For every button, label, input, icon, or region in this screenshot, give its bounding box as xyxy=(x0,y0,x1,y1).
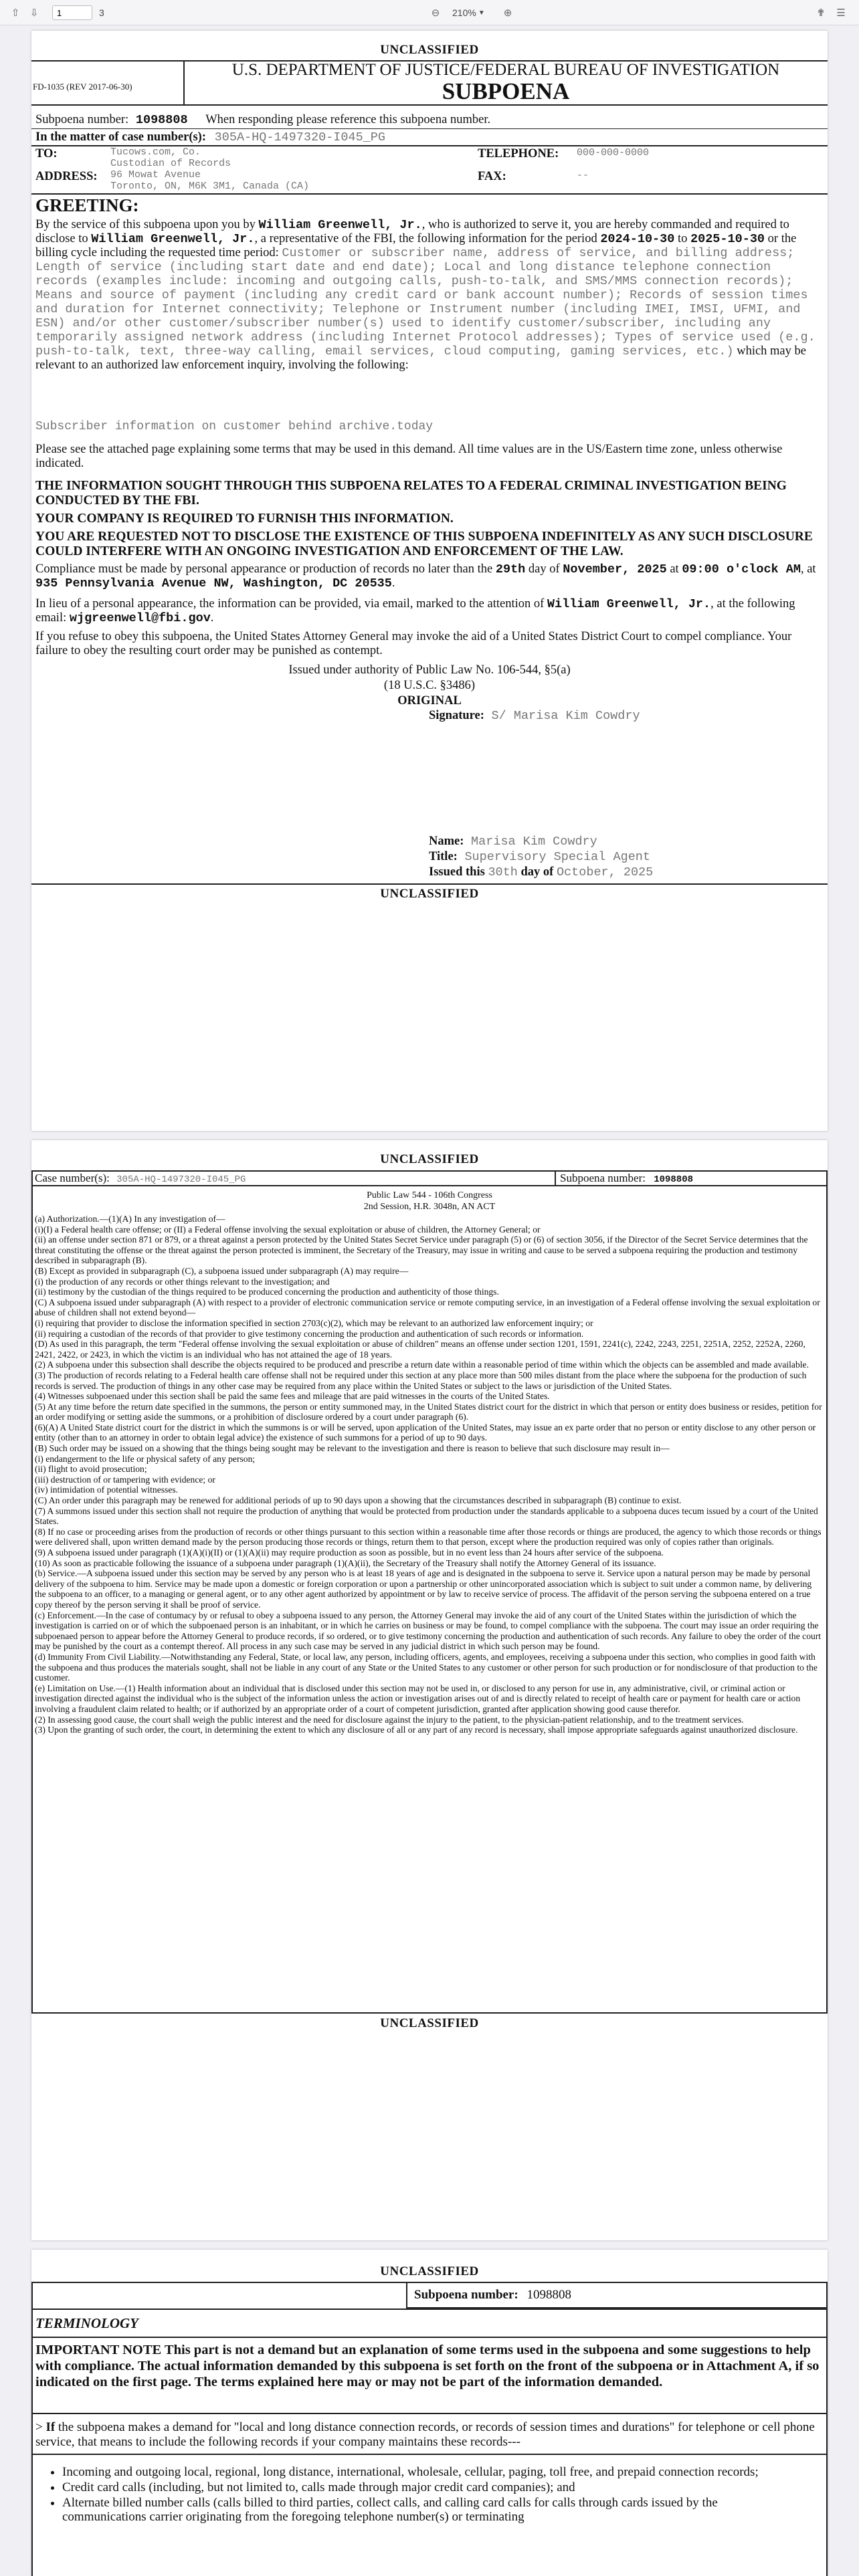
compliance-paragraph: Compliance must be made by personal appearance or production of records no later than the 29th day of November, 2025 at 09:00 o'clock AM, at 935 Pennsylvania Avenue NW, Washington, DC 20535. xyxy=(35,562,816,591)
name-row xyxy=(429,835,597,849)
criminal-investigation-notice: THE INFORMATION SOUGHT THROUGH THIS SUBPOENA RELATES TO A FEDERAL CRIMINAL INVESTIGATION BEING CONDUCTED BY THE FBI. xyxy=(35,479,787,508)
law-paragraph: (ii) testimony by the custodian of the things required to be produced concerning the production and authenticity of those things. xyxy=(35,1287,499,1297)
next-page-icon[interactable]: ⇩ xyxy=(29,7,39,19)
unclassified-header: UNCLASSIFIED xyxy=(380,43,479,57)
title-label: Title: xyxy=(429,850,458,863)
law-paragraph: (6)(A) A United State district court for the district in which the summons is or will be served, upon application of the United States, may issue an ex parte order that no person or entity disclose to any other person or entity (other than to an attorney in order to obtain legal advice) the existence of such summons for a period of up to 90 days. xyxy=(35,1422,816,1443)
inquiry-subject: Subscriber information on customer behind archive.today xyxy=(35,420,434,433)
more-options-icon[interactable]: ☰ xyxy=(836,7,846,19)
law-paragraph: (C) An order under this paragraph may be renewed for additional periods of up to 90 days upon a showing that the circumstances described in subparagraph (B) continue to exist. xyxy=(35,1495,682,1506)
greeting: GREETING: xyxy=(35,195,139,215)
law-paragraph: (10) As soon as practicable following the issuance of a subpoena under paragraph (1)(A)(ii), the Secretary of the Treasury shall notify the Attorney General of its issuance. xyxy=(35,1558,656,1568)
law-paragraph: (3) Upon the granting of such order, the court, in determining the extent to which any disclosure of all or any part of any record is necessary, shall impose appropriate safeguards against unauthorized disclosure. xyxy=(35,1725,798,1735)
case-label: Case number(s): xyxy=(35,1172,110,1184)
subpoena-number-note: When responding please reference this subpoena number. xyxy=(205,113,491,126)
requested-information: Customer or subscriber name, address of service, and billing address; Length of service (including start date and end date); Local and long distance telephone connection records (examples include: incoming and outgoing calls, push-to-talk, and SMS/MMS connection records); Means and source of payment (including any credit card or bank account number); Records of session times and duration for Internet connectivity; Telephone or Instrument number (including IMEI, IMSI, UFMI, and ESN) and/or other customer/subscriber number(s) used to identify customer/subscriber, including any temporarily assigned network address (including Internet Protocol addresses); Types of service used (e.g. push-to-talk, text, three-way calling, email services, cloud computing, gaming services, etc.) xyxy=(35,246,816,358)
email-text-b: , at the following email: xyxy=(35,597,795,625)
telephone-value: 000-000-0000 xyxy=(577,147,650,158)
department-title: U.S. DEPARTMENT OF JUSTICE/FEDERAL BUREAU OF INVESTIGATION xyxy=(231,61,780,79)
issued-month: October, 2025 xyxy=(556,865,654,879)
case-number: 305A-HQ-1497320-I045_PG xyxy=(116,1174,246,1185)
subpoena-row xyxy=(414,2288,571,2302)
compliance-text-b: day of xyxy=(528,562,560,576)
subpoena-number: 1098808 xyxy=(135,113,188,127)
law-paragraph: (e) Limitation on Use.—(1) Health information about an individual that is disclosed under this section may not be used in, or disclosed to any person for use in, any administrative, civil, or criminal action or investigation directed against the individual who is the subject of the information unless the action or investigation arises out of and is directly related to receipt of health care or payment for health care or action involving a fraudulent claim related to health; or if authorized by an appropriate order of a court of competent jurisdiction, granted after application showing good cause therefor. xyxy=(35,1683,801,1714)
unclassified-header: UNCLASSIFIED xyxy=(380,1152,479,1166)
subpoena-label: Subpoena number: xyxy=(414,2288,518,2302)
page-2 xyxy=(31,1140,828,2240)
name-value: Marisa Kim Cowdry xyxy=(471,835,597,849)
original-label: ORIGINAL xyxy=(397,694,462,708)
zoom-in-icon[interactable]: ⊕ xyxy=(503,7,512,19)
law-paragraph: (c) Enforcement.—In the case of contumacy by or refusal to obey a subpoena issued to any person, the Attorney General may invoke the aid of any court of the United States within the jurisdiction of which the investigation is carried on or of which the subpoenaed person is an inhabitant, or in which he carries on business or may be found, to compel compliance with the subpoena. The court may issue an order requiring the subpoenaed person to appear before the Attorney General to produce records, if so ordered, or to give testimony concerning the production and authentication of such records. Any failure to obey the order of the court may be punished by the court as a contempt thereof. All process in any such case may be served in any judicial district in which such person may be found. xyxy=(35,1610,822,1652)
page-1 xyxy=(31,31,828,1131)
unclassified-header: UNCLASSIFIED xyxy=(380,2264,479,2278)
subpoena-number: 1098808 xyxy=(654,1174,694,1185)
important-note: IMPORTANT NOTE This part is not a demand but an explanation of some terms used in the subpoena and some suggestions to help with compliance. The actual information demanded by this subpoena is set forth on the front of the subpoena or in Attachment A, if so indicated on the first page. The terms explained here may or may not be part of the information demanded. xyxy=(35,2343,820,2389)
authority-line-2: (18 U.S.C. §3486) xyxy=(383,679,476,692)
list-item: • Incoming and outgoing local, regional, long distance, international, wholesale, cellular, paging, toll free, and prepaid connection records; xyxy=(62,2465,791,2479)
compliance-location: 935 Pennsylvania Avenue NW, Washington, DC 20535 xyxy=(35,576,392,591)
zoom-level[interactable]: 210% xyxy=(452,7,476,18)
law-paragraph: (i) requiring that provider to disclose the information specified in section 2703(c)(2), which may be relevant to an authorized law enforcement inquiry; or xyxy=(35,1317,593,1328)
required-notice: YOUR COMPANY IS REQUIRED TO FURNISH THIS INFORMATION. xyxy=(35,512,454,526)
compliance-text-a: Compliance must be made by personal appearance or production of records no later than the xyxy=(35,562,493,576)
agent-name-3: William Greenwell, Jr. xyxy=(547,597,711,611)
title-row xyxy=(429,850,650,864)
subpoena-number-label: Subpoena number: xyxy=(35,113,129,126)
compliance-day: 29th xyxy=(495,562,526,576)
authority-line-1: Issued under authority of Public Law No. 106-544, §5(a) xyxy=(288,663,571,677)
law-paragraph: (i) the production of any records or other things relevant to the investigation; and xyxy=(35,1276,330,1287)
case-row xyxy=(35,130,385,144)
address-label: ADDRESS: xyxy=(35,170,98,183)
subpoena-label: Subpoena number: xyxy=(560,1172,646,1184)
if-text: the subpoena makes a demand for "local and long distance connection records, or records of session times and durations" for telephone or cell phone service, that means to include the following records if your company maintains these records--- xyxy=(35,2420,815,2449)
law-paragraph: (2) A subpoena under this subsection shall describe the objects required to be produced and prescribe a return date within a reasonable period of time within which the objects can be assembled and made available. xyxy=(35,1360,809,1370)
law-paragraph: (b) Service.—A subpoena issued under this section may be served by any person who is at least 18 years of age and is designated in the subpoena to serve it. Service upon a natural person may be made by personal delivery of the subpoena to him. Service may be made upon a domestic or foreign corporation or upon a partnership or other unincorporated association which is subject to suit under a common name, by delivering the subpoena to an officer, to a managing or general agent, or to any other agent authorized by appointment or by law to receive service of process. The affidavit of the person serving the subpoena entered on a true copy thereof by the person serving it shall be proof of service. xyxy=(35,1568,812,1610)
compliance-text-c: at xyxy=(670,562,679,576)
command-text-c: , a representative of the FBI, the following information for the period xyxy=(254,232,597,245)
email-paragraph: In lieu of a personal appearance, the information can be provided, via email, marked to the attention of William Greenwell, Jr., at the following email: wjgreenwell@fbi.gov. xyxy=(35,597,795,625)
form-number: FD-1035 (REV 2017-06-30) xyxy=(33,82,132,92)
zoom-out-icon[interactable]: ⊖ xyxy=(431,7,440,19)
page-total: 3 xyxy=(99,7,104,18)
chevron-down-icon: ▼ xyxy=(478,9,485,17)
subpoena-number-row xyxy=(35,113,490,127)
fax-value: -- xyxy=(577,170,589,181)
subpoena-number: 1098808 xyxy=(527,2288,571,2302)
if-bold: If xyxy=(45,2420,56,2434)
refusal-paragraph: If you refuse to obey this subpoena, the United States Attorney General may invoke the aid of a United States District Court to compel compliance. Your failure to obey the resulting court order may be punished as contempt. xyxy=(35,630,792,657)
address-line-2: Toronto, ON, M6K 3M1, Canada (CA) xyxy=(110,181,310,192)
law-paragraph: (i)(I) a Federal health care offense; or (II) a Federal offense involving the sexual exploitation or abuse of children, the Attorney General; or xyxy=(35,1224,541,1235)
command-text-d: or the billing cycle including the requested time period: xyxy=(35,232,797,259)
command-text-e: which may be relevant to an authorized law enforcement inquiry, involving the following: xyxy=(35,344,806,372)
agent-name: William Greenwell, Jr. xyxy=(258,218,422,232)
law-paragraph: (B) Except as provided in subparagraph (C), a subpoena issued under subparagraph (A) may require— xyxy=(35,1265,409,1276)
connection-records-paragraph xyxy=(35,2420,824,2450)
law-paragraph: (ii) an offense under section 871 or 879, or a threat against a person protected by the United States Secret Service under paragraph (5) or (6) of section 3056, if the Director of the Secret Service determines that the threat constituting the offense or the threat against the person protected is imminent, the Secretary of the Treasury, may issue in writing and cause to be served a subpoena requiring the production and testimony described in subparagraph (B). xyxy=(35,1235,808,1266)
compliance-text-d: , at xyxy=(800,562,816,576)
unclassified-footer: UNCLASSIFIED xyxy=(380,887,479,901)
law-paragraph: (i) endangerment to the life or physical safety of any person; xyxy=(35,1453,256,1464)
law-title-2: 2nd Session, H.R. 3048n, AN ACT xyxy=(363,1202,496,1212)
command-text-a: By the service of this subpoena upon you by xyxy=(35,218,256,231)
email-text-a: In lieu of a personal appearance, the information can be provided, via email, marked to the attention of xyxy=(35,597,545,611)
signature-row xyxy=(429,709,640,723)
law-title-1: Public Law 544 - 106th Congress xyxy=(367,1190,492,1200)
fax-label: FAX: xyxy=(478,170,506,183)
compliance-month: November, 2025 xyxy=(563,562,667,576)
command-text-b: , who is authorized to serve it, you are hereby commanded and required to disclose to xyxy=(35,218,789,245)
telephone-label: TELEPHONE: xyxy=(478,147,559,160)
recipient-name: Tucows.com, Co. xyxy=(110,146,201,158)
if-marker: > xyxy=(35,2420,43,2434)
issued-day: 30th xyxy=(488,865,518,879)
signature-label: Signature: xyxy=(429,709,484,722)
unclassified-footer: UNCLASSIFIED xyxy=(380,2016,479,2030)
case-row xyxy=(35,1172,246,1185)
recipient-title: Custodian of Records xyxy=(110,158,231,169)
law-paragraph: (D) As used in this paragraph, the term "Federal offense involving the sexual exploitation or abuse of children" means an offense under section 1201, 1591, 2241(c), 2242, 2243, 2251, 2251A, 2252, 2252A, 2260, 2421, 2422, or 2423, in which the victim is an individual who has not attained the age of 18 years. xyxy=(35,1339,805,1360)
agent-name-2: William Greenwell, Jr. xyxy=(91,232,255,246)
law-paragraph: (7) A summons issued under this section shall not require the production of anything that would be protected from production under the standards applicable to a subpoena duces tecum issued by a court of the United States. xyxy=(35,1505,818,1527)
previous-page-icon[interactable]: ⇧ xyxy=(11,7,20,19)
document-title: SUBPOENA xyxy=(442,78,570,104)
law-body xyxy=(35,1214,823,1735)
law-paragraph: (3) The production of records relating to a Federal health care offense shall not be required under this section at any place more than 500 miles distant from the place where the subpoena for the production of such records is served. The production of things in any other case may be required from any place within the United States or subject to the laws or jurisdiction of the United States. xyxy=(35,1370,807,1391)
issued-label: Issued this xyxy=(429,865,485,879)
agent-email[interactable]: wjgreenwell@fbi.gov xyxy=(69,611,211,625)
law-paragraph: (ii) requiring a custodian of the records of that provider to give testimony concerning the production and authentication of such records or information. xyxy=(35,1328,584,1339)
page-number-input[interactable] xyxy=(52,5,92,20)
law-paragraph: (d) Immunity From Civil Liability.—Notwithstanding any Federal, State, or local law, any person, including officers, agents, and employees, receiving a subpoena under this section, who complies in good faith with the subpoena and thus produces the materials sought, shall not be liable in any court of any State or the United States to any customer or other person for such production or for nondisclosure of that production to the customer. xyxy=(35,1651,818,1683)
command-paragraph xyxy=(35,218,825,372)
nondisclosure-notice: YOU ARE REQUESTED NOT TO DISCLOSE THE EXISTENCE OF THIS SUBPOENA INDEFINITELY AS ANY SUCH DISCLOSURE COULD INTERFERE WITH AN ONGOING INVESTIGATION AND ENFORCEMENT OF THE LAW. xyxy=(35,530,813,558)
records-list xyxy=(35,2465,791,2524)
law-paragraph: (B) Such order may be issued on a showing that the things being sought may be relevant to the investigation and there is reason to believe that such disclosure may result in— xyxy=(35,1443,670,1454)
case-number: 305A-HQ-1497320-I045_PG xyxy=(214,130,385,144)
list-item: • Alternate billed number calls (calls billed to third parties, collect calls, and calling card calls for calls through cards issued by the communications carrier originating from the foregoing telephone number(s) or terminating xyxy=(62,2496,791,2524)
viewer-toolbar xyxy=(0,0,859,25)
law-paragraph: (C) A subpoena issued under subparagraph (A) with respect to a provider of electronic communication service or remote computing service, in an investigation of a Federal offense involving the sexual exploitation or abuse of children shall not extend beyond— xyxy=(35,1297,820,1318)
law-paragraph: (5) At any time before the return date specified in the summons, the person or entity summoned may, in the United States district court for the district in which that person or entity does business or resides, petition for an order modifying or setting aside the summons, or a prohibition of disclosure ordered by a court under paragraph (6). xyxy=(35,1401,822,1422)
law-paragraph: (8) If no case or proceeding arises from the production of records or other things pursuant to this section within a reasonable time after those records or things are produced, the agency to which those records or things were delivered shall, upon written demand made by the person producing those records or things, return them to that person, except where the production required was only of copies rather than originals. xyxy=(35,1526,822,1547)
address-line-1: 96 Mowat Avenue xyxy=(110,169,201,181)
law-paragraph: (ii) flight to avoid prosecution; xyxy=(35,1464,147,1475)
law-paragraph: (9) A subpoena issued under paragraph (1)(A)(i)(II) or (1)(A)(ii) may require production as soon as possible, but in no event less than 24 hours after service of the subpoena. xyxy=(35,1547,664,1558)
terms-note: Please see the attached page explaining some terms that may be used in this demand. All time values are in the US/Eastern time zone, unless otherwise indicated. xyxy=(35,443,783,470)
compliance-time: 09:00 o'clock AM xyxy=(682,562,801,576)
law-paragraph: (4) Witnesses subpoenaed under this section shall be paid the same fees and mileage that are paid witnesses in the courts of the United States. xyxy=(35,1391,550,1402)
case-label: In the matter of case number(s): xyxy=(35,130,207,144)
law-paragraph: (2) In assessing good cause, the court shall weigh the public interest and the need for disclosure against the injury to the patient, to the physician-patient relationship, and to the treatment services. xyxy=(35,1714,744,1725)
date-to: 2025-10-30 xyxy=(690,232,765,246)
date-from: 2024-10-30 xyxy=(600,232,675,246)
pin-icon[interactable]: ✟ xyxy=(816,7,826,19)
issued-dayof: day of xyxy=(520,865,554,879)
signature-value: S/ Marisa Kim Cowdry xyxy=(491,709,640,723)
date-to-word: to xyxy=(677,232,688,245)
name-label: Name: xyxy=(429,835,464,848)
law-paragraph: (iii) destruction of or tampering with evidence; or xyxy=(35,1474,215,1485)
list-item: • Credit card calls (including, but not limited to, calls made through major credit card companies); and xyxy=(62,2480,791,2494)
subpoena-row xyxy=(560,1172,693,1185)
title-value: Supervisory Special Agent xyxy=(464,850,650,864)
page-3 xyxy=(31,2250,828,2576)
to-label: TO: xyxy=(35,147,58,160)
law-paragraph: (a) Authorization.—(1)(A) In any investigation of— xyxy=(35,1214,225,1224)
law-paragraph: (iv) intimidation of potential witnesses. xyxy=(35,1485,179,1495)
terminology-heading: TERMINOLOGY xyxy=(35,2315,139,2331)
issued-row xyxy=(429,865,653,879)
